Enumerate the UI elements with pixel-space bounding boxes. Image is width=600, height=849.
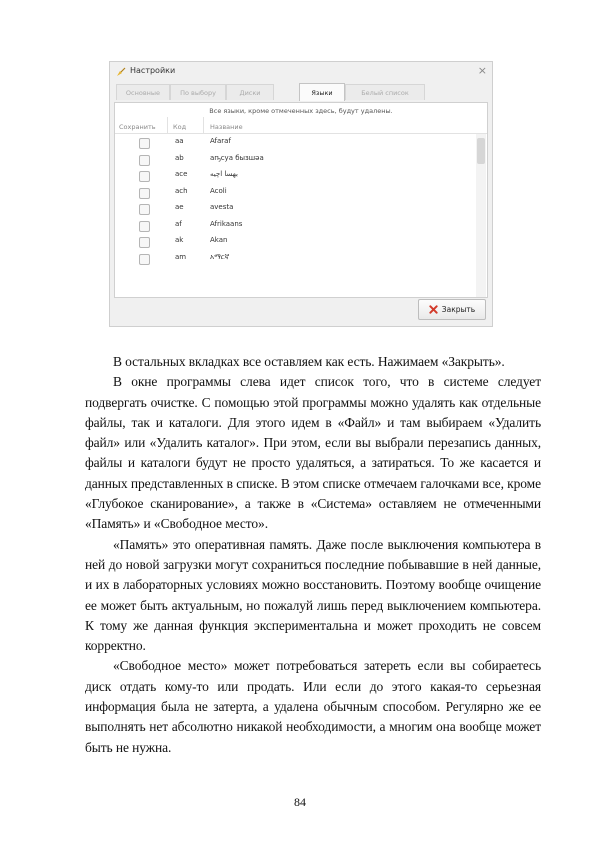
list-item [115,250,475,267]
tab-optional[interactable]: По выбору [170,84,226,100]
language-code: ace [175,170,188,178]
close-button[interactable] [418,299,486,320]
column-keep[interactable]: Сохранить [119,123,156,131]
list-item [115,151,475,168]
language-name: Afrikaans [210,219,243,228]
list-item [115,233,475,250]
list-scrollbar[interactable] [476,134,486,297]
languages-panel [114,102,488,298]
language-name: аҧсуа бызшәа [210,153,264,162]
keep-checkbox[interactable] [139,138,150,149]
language-name: avesta [210,203,234,211]
list-item [115,200,475,217]
paragraph: В остальных вкладках все оставляем как есть. Нажимаем «Закрыть». [113,354,505,369]
close-button-label: Закрыть [441,305,476,314]
keep-checkbox[interactable] [139,155,150,166]
column-divider [203,117,204,133]
list-item [115,167,475,184]
column-name[interactable]: Название [210,123,243,131]
list-item [115,184,475,201]
language-code: ab [175,153,184,162]
column-code[interactable]: Код [173,123,187,131]
language-code: aa [175,137,184,145]
title-bar [110,62,492,82]
keep-checkbox[interactable] [139,254,150,265]
tab-main[interactable]: Основные [116,84,170,100]
language-code: af [175,219,182,228]
tab-languages[interactable]: Языки [299,83,345,101]
paragraph: «Память» это оперативная память. Даже после выключения компьютера в ней до новой загрузки могут сохраниться последние побывавшие в ней данные, и их в лабораторных условиях можно восстановить. Поэтому вообще очищение ее может быть актуальным, но пожалуй лишь перед выключением компьютера. К тому же данная функция экспериментальна и может проходить не совсем корректно. [85,536,541,654]
keep-checkbox[interactable] [139,188,150,199]
language-name: Afaraf [210,137,231,145]
languages-notice: Все языки, кроме отмеченных здесь, будут удалены. [209,107,393,115]
paragraph: В окне программы слева идет список того, что в системе следует подвергать очистке. С помощью этой программы можно удалять как отдельные файлы, так и каталоги. Для этого идем в «Файл» и там выбираем «Удалить файл» или «Удалить каталог». При этом, если вы выбрали перезапись данных, файлы и каталоги будут не просто удаляться, а затираться. То же касается и данных представленных в списке. В этом списке отмечаем галочками все, кроме «Глубокое сканирование», а также в «Система» оставляем не отмеченными «Память» и «Свободное место». [85,374,541,532]
language-code: am [175,252,187,261]
keep-checkbox[interactable] [139,171,150,182]
settings-dialog-screenshot [109,61,493,327]
keep-checkbox[interactable] [139,221,150,232]
language-code: ak [175,236,184,244]
column-header [115,121,487,134]
broom-app-icon [116,67,126,77]
language-code: ae [175,203,184,211]
column-divider [167,117,168,133]
scrollbar-thumb[interactable] [477,138,485,164]
language-name: بهسا اچيه [210,170,238,178]
language-name: Akan [210,236,228,244]
close-x-icon [429,305,438,314]
body-text [85,352,541,758]
dialog-title: Настройки [130,66,176,75]
page-number: 84 [294,795,306,809]
window-close-icon[interactable]: × [477,64,487,77]
list-item [115,217,475,234]
tab-whitelist[interactable]: Белый список [345,84,425,100]
paragraph: «Свободное место» может потребоваться затереть если вы собираетесь диск отдать кому-то или продать. Или если до этого какая-то серьезная информация была не затерта, а удалена обычным способом. Регулярно же ее выполнять нет абсолютно никакой необходимости, а многим она вообще может быть не нужна. [85,658,541,755]
tab-disks[interactable]: Диски [226,84,274,100]
keep-checkbox[interactable] [139,237,150,248]
language-name: Acoli [210,186,227,195]
languages-list [115,134,475,266]
keep-checkbox[interactable] [139,204,150,215]
language-name: አማርኛ [210,252,230,261]
list-item [115,134,475,151]
language-code: ach [175,186,188,195]
